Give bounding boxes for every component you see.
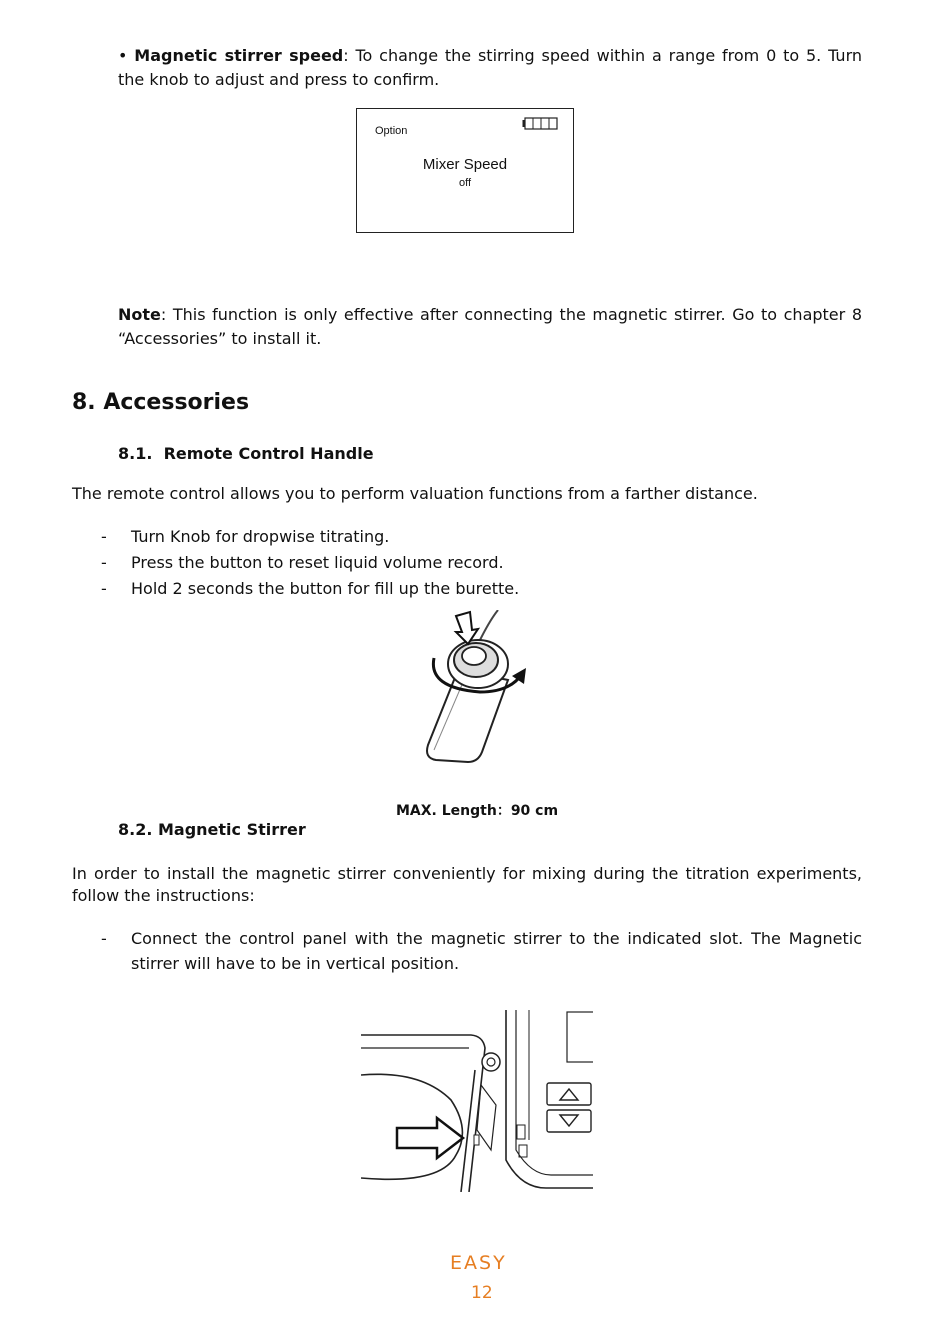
battery-icon	[522, 117, 556, 129]
subsection-heading-remote-control: 8.1. Remote Control Handle	[118, 444, 374, 463]
note-paragraph	[118, 303, 862, 351]
page-number: 12	[471, 1283, 493, 1303]
remote-control-intro: The remote control allows you to perform valuation functions from a farther distance.	[72, 484, 758, 503]
list-dash: -	[101, 553, 107, 572]
stirrer-installation-illustration	[361, 1010, 593, 1192]
footer-brand-logo: EASY	[450, 1252, 507, 1274]
screen-title: Mixer Speed	[422, 156, 508, 173]
stirrer-speed-paragraph	[118, 44, 862, 92]
list-dash: -	[101, 579, 107, 598]
device-screen	[356, 108, 574, 233]
stirrer-speed-text: : To change the stirring speed within a range from 0 to 5. Turn the knob to adjust and press to confirm.	[118, 46, 863, 89]
screen-option-label: Option	[375, 125, 408, 137]
magnetic-stirrer-intro: In order to install the magnetic stirrer conveniently for mixing during the titration experiments, follow the instructions:	[72, 864, 862, 905]
list-item: Press the button to reset liquid volume record.	[131, 553, 504, 572]
list-dash: -	[101, 527, 107, 546]
remote-cable-caption: MAX. Length：90 cm	[396, 803, 559, 819]
note-text: : This function is only effective after connecting the magnetic stirrer. Go to chapter 8 “Accessories” to install it.	[118, 305, 862, 348]
list-item: Turn Knob for dropwise titrating.	[131, 527, 390, 546]
bullet: •	[118, 46, 128, 65]
list-dash: -	[101, 929, 107, 948]
note-label: Note	[118, 305, 161, 324]
stirrer-speed-label: Magnetic stirrer speed	[134, 46, 344, 65]
subsection-heading-magnetic-stirrer: 8.2. Magnetic Stirrer	[118, 820, 306, 839]
remote-control-illustration	[420, 610, 535, 770]
list-item: Connect the control panel with the magnetic stirrer to the indicated slot. The Magnetic stirrer will have to be in vertical position.	[131, 929, 862, 973]
screen-value: off	[458, 177, 472, 189]
section-heading-accessories: 8. Accessories	[72, 390, 250, 415]
list-item: Hold 2 seconds the button for fill up the burette.	[131, 579, 520, 598]
